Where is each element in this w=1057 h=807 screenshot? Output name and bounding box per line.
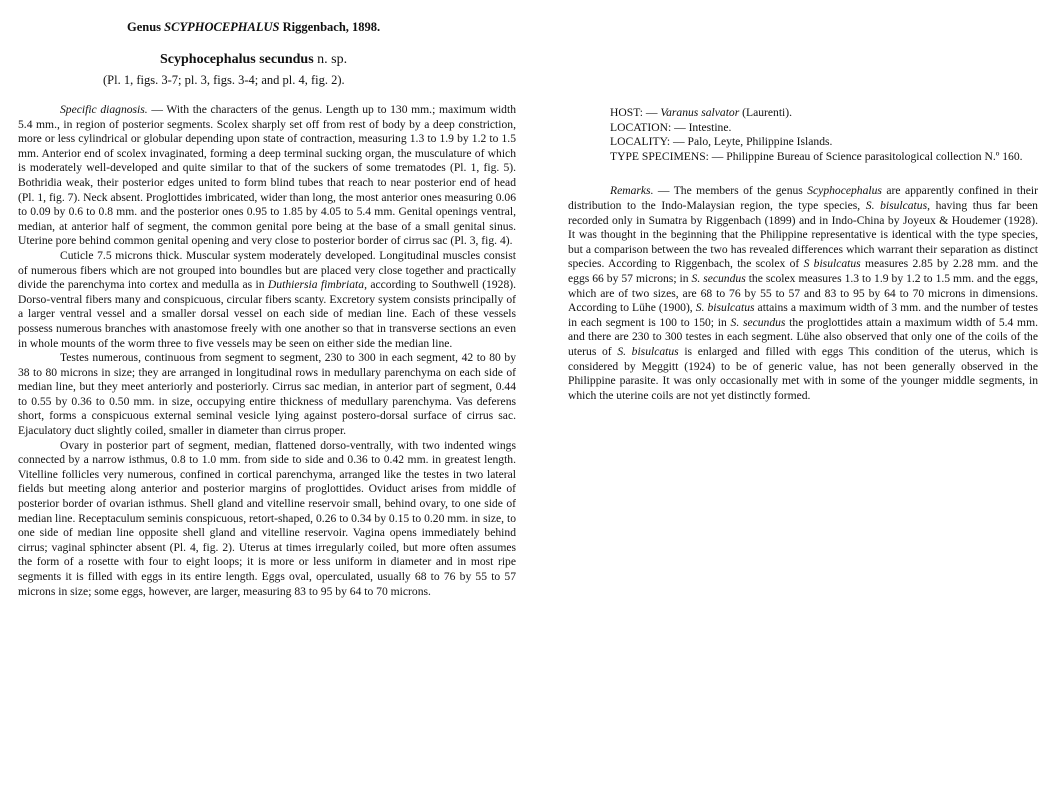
left-column bbox=[18, 103, 516, 599]
ovary-paragraph: Ovary in posterior part of segment, median, flattened dorso-ventrally, with two indented wings connected by a narrow isthmus, 0.8 to 1.0 mm. from side to side and 0.36 to 0.42 mm. in greatest length. Vitelline follicles very numerous, confined in cortical parenchyma, arranged like the testes in two lateral fields but meeting along anterior and posterior margins of proglottides. Oviduct arises from middle of posterior border of ovarian isthmus. Shell gland and vitelline reservoir small, behind ovary, to one side of median line. Receptaculum seminis conspicuous, retort-shaped, 0.26 to 0.34 by 0.15 to 0.20 mm. in size, to one side of median line opposite shell gland and vitelline reservoir. Vagina opens immediately behind cirrus; vaginal sphincter absent (Pl. 4, fig. 2). Uterus at times irregularly coiled, but more often assumes the form of a rosette with four to eight loops; it is more or less uniform in diameter and in most ripe segments it is filled with eggs in its entire length. Eggs oval, operculated, usually 68 to 76 by 55 to 57 microns in size; some eggs, however, are larger, measuring 83 to 95 by 64 to 70 microns. bbox=[18, 438, 516, 598]
remarks-text-7: the proglottides attain a maximum width of 5.4 mm. and there are 230 to 300 testes in each segment. Lühe also observed that only one of the coils of the uterus of bbox=[568, 315, 1038, 358]
host-label: HOST: — bbox=[610, 106, 661, 119]
type-specimens-line: TYPE SPECIMENS: — Philippine Bureau of Science parasitological collection N.º 160. bbox=[610, 149, 1023, 163]
locality-line: LOCALITY: — Palo, Leyte, Philippine Islands. bbox=[610, 135, 833, 149]
remarks-text-2: are apparently confined in their distribution to the Indo-Malaysian region, the type species, bbox=[568, 184, 1038, 212]
host-author: (Laurenti). bbox=[739, 106, 793, 119]
plate-references: (Pl. 1, figs. 3-7; pl. 3, figs. 3-4; and pl. 4, fig. 2). bbox=[103, 73, 345, 87]
remarks-text-3: , having thus far been recorded only in Sumatra by Riggenbach (1899) and in Indo-China by Joyeux & Houdemer (1928). It was thought in the beginning that the Philippine representative is identical with the type species, but a comparison between the two has revealed differences which warrant their separation as distinct species. According to Riggenbach, the scolex of bbox=[568, 198, 1038, 271]
location-line: LOCATION: — Intestine. bbox=[610, 120, 732, 134]
remarks-text-8: is enlarged and filled with eggs This condition of the uterus, which is considered by Meggitt (1924) to be of generic value, has not been generally observed in the Philippine parasite. It was only occasionally met with in some of the younger middle segments, in which the uterine coils are not yet distinctly formed. bbox=[568, 344, 1038, 402]
remarks-paragraph bbox=[568, 184, 1038, 403]
remarks-text-6: attains a maximum width of 3 mm. and the number of testes in each segment is 100 to 150; in bbox=[568, 301, 1038, 329]
remarks-bisulcatus-3: S. bisulcatus bbox=[695, 301, 755, 315]
remarks-text-1: — The members of the genus bbox=[653, 184, 808, 198]
remarks-bisulcatus-1: S. bisulcatus bbox=[865, 198, 928, 212]
genus-author: Riggenbach, 1898. bbox=[279, 20, 381, 34]
genus-prefix: Genus bbox=[127, 20, 165, 34]
diagnosis-text: — With the characters of the genus. Length up to 130 mm.; maximum width 5.4 mm., in region of posterior segments. Scolex sharply set off from rest of body by a deep constriction, more or less cylindrical or globular depending upon state of contraction, measuring 1.3 to 1.9 by 1.2 to 1.5 mm. Anterior end of scolex invaginated, forming a deep terminal sucking organ, the musculature of which is moderately well-developed and quite similar to that of the suckers of some trematodes (Pl. 1, fig. 5). Bothridia weak, their posterior edges united to form blind tubes that reach to near posterior end of head (Pl. 1, fig. 7). Neck absent. Proglottides imbricated, wider than long, the most anterior ones measuring 0.06 to 0.09 by 0.6 to 0.8 mm. and the posterior ones 0.95 to 1.85 by 4.05 to 5.4 mm. Genital openings ventral, median, at anterior half of segment, the common genital pore being at the base of a small genital sinus. Uterine pore behind common genital opening and very close to posterior border of cirrus sac (Pl. 3, fig. 4). bbox=[18, 103, 516, 248]
remarks-genus: Scyphocephalus bbox=[807, 184, 882, 198]
remarks-secundus-1: S. secundus bbox=[691, 271, 746, 285]
testes-paragraph: Testes numerous, continuous from segment to segment, 230 to 300 in each segment, 42 to 80 by 38 to 80 microns in size; they are arranged in longitudinal rows in medullary parenchyma on each side of median line, but they meet anteriorly and posteriorly. Cirrus sac median, in anterior part of segment, 0.44 to 0.55 by 0.36 to 0.50 mm. in size, occupying entire thickness of medullary parenchyma. Vas deferens short, forms a conspicuous external seminal vesicle lying against postero-dorsal surface of cirrus sac. Ejaculatory duct slightly coiled, smaller in diameter than cirrus proper. bbox=[18, 351, 516, 438]
cuticle-paragraph bbox=[18, 249, 516, 351]
right-column bbox=[568, 106, 1038, 403]
host-line bbox=[568, 106, 1038, 121]
remarks-text-4: measures 2.85 by 2.28 mm. and the eggs 66 by 57 microns; in bbox=[568, 257, 1039, 285]
remarks-bisulcatus-4: S. bisulcatus bbox=[617, 344, 679, 358]
remarks-lead: Remarks. bbox=[610, 184, 654, 198]
cuticle-species: Duthiersia fimbriata bbox=[267, 278, 365, 292]
remarks-bisulcatus-2: S bisulcatus bbox=[803, 257, 861, 271]
species-name: Scyphocephalus secundus bbox=[160, 52, 314, 67]
cuticle-text-b: , according to Southwell (1928). Dorso-ventral fibers many and conspicuous, circular fibers scanty. Excretory system consists principally of a larger ventral vessel and a smaller dorsal vessel on each side of median line. Each of these vessels possess numerous branches with anastomose freely with one another so that in transverse sections an even in whole mounts of the worm three to five vessels may be seen on either side the median line. bbox=[18, 278, 517, 350]
diagnosis-paragraph bbox=[18, 103, 516, 249]
genus-heading bbox=[127, 20, 380, 35]
species-suffix: n. sp. bbox=[313, 52, 348, 67]
genus-name: SCYPHOCEPHALUS bbox=[164, 20, 280, 34]
remarks-text-5: the scolex measures 1.3 to 1.9 by 1.2 to 1.5 mm. and the eggs, which are of two sizes, are 68 to 76 by 55 to 57 and 83 to 95 by 64 to 70 microns in dimensions. According to Lühe (1900), bbox=[568, 271, 1038, 315]
remarks-secundus-2: S. secundus bbox=[730, 315, 786, 329]
host-species: Varanus salvator bbox=[660, 106, 740, 119]
diagnosis-lead: Specific diagnosis. bbox=[60, 103, 148, 116]
species-title bbox=[160, 52, 347, 68]
cuticle-text-a: Cuticle 7.5 microns thick. Muscular system moderately developed. Longitudinal muscles consist of numerous fibers which are not grouped into boundles but are placed very close together and practically divide the parenchyma into cortex and medulla as in bbox=[18, 248, 516, 292]
